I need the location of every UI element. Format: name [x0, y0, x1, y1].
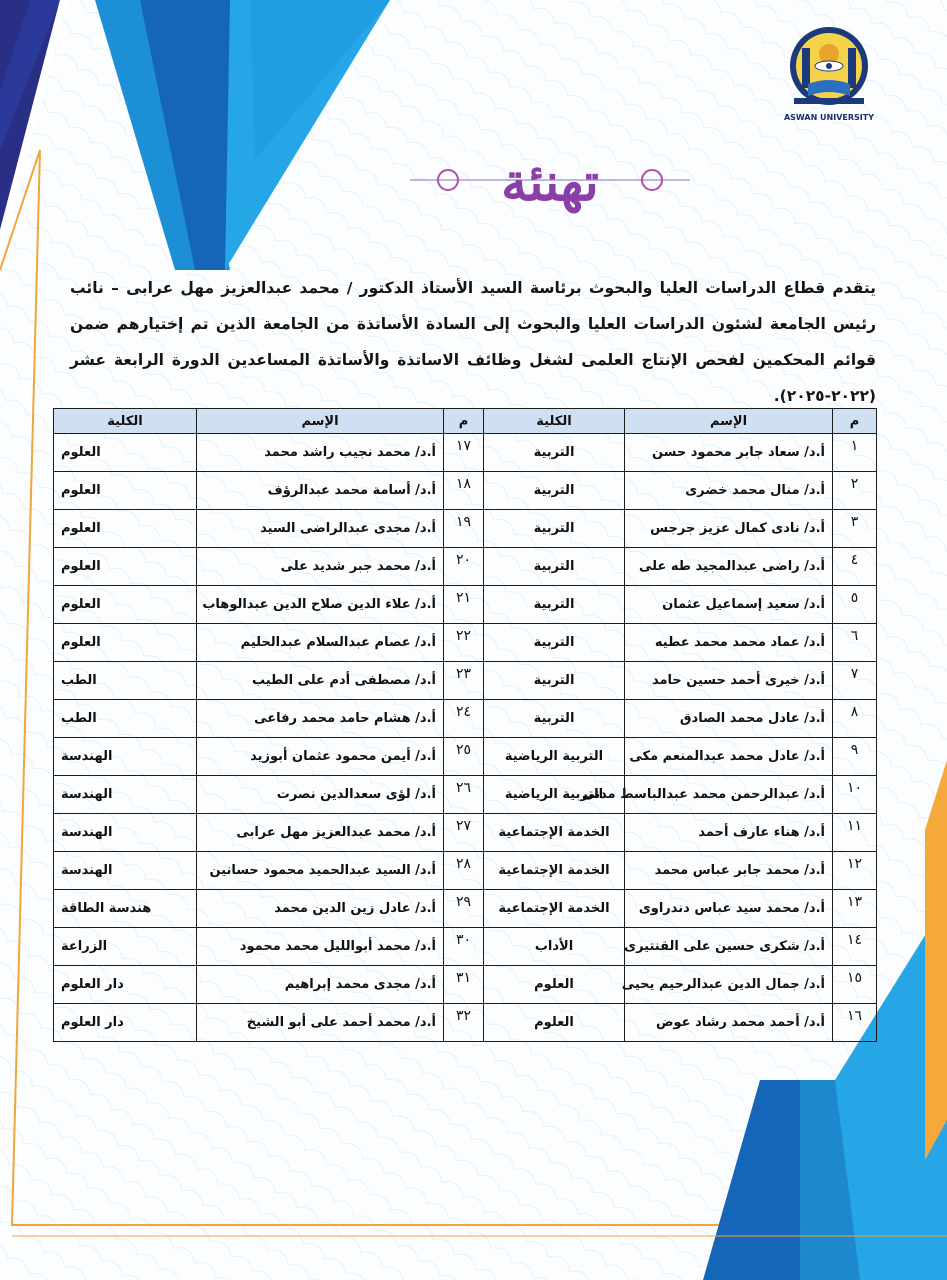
- reviewer-faculty: التربية: [484, 700, 625, 738]
- reviewer-name: أ.د/ سعيد إسماعيل عثمان: [625, 586, 833, 624]
- reviewer-faculty: الطب: [54, 700, 197, 738]
- table-row: [54, 852, 877, 890]
- reviewer-name: أ.د/ مجدى محمد إبراهيم: [197, 966, 444, 1004]
- title-calligraphy: [400, 128, 700, 228]
- table-row: [54, 472, 877, 510]
- reviewer-name: أ.د/ أيمن محمود عثمان أبوزيد: [197, 738, 444, 776]
- table-row: [54, 738, 877, 776]
- reviewer-name: أ.د/ عادل محمد الصادق: [625, 700, 833, 738]
- reviewer-name: أ.د/ أحمد محمد رشاد عوض: [625, 1004, 833, 1042]
- reviewer-name: أ.د/ عادل زين الدين محمد: [197, 890, 444, 928]
- table-row: [54, 776, 877, 814]
- reviewer-name: أ.د/ محمد جبر شديد على: [197, 548, 444, 586]
- reviewer-name: أ.د/ محمد جابر عباس محمد: [625, 852, 833, 890]
- row-number: ٢٤: [444, 700, 484, 738]
- row-number: ١٦: [833, 1004, 877, 1042]
- row-number: ٣٠: [444, 928, 484, 966]
- row-number: ٢٨: [444, 852, 484, 890]
- reviewer-faculty: الهندسة: [54, 814, 197, 852]
- reviewer-name: أ.د/ هشام حامد محمد رفاعى: [197, 700, 444, 738]
- row-number: ٩: [833, 738, 877, 776]
- row-number: ٤: [833, 548, 877, 586]
- table-row: [54, 510, 877, 548]
- row-number: ١٨: [444, 472, 484, 510]
- reviewer-faculty: الأداب: [484, 928, 625, 966]
- row-number: ١: [833, 434, 877, 472]
- row-number: ١٠: [833, 776, 877, 814]
- page-title: تهنئة: [501, 152, 599, 213]
- reviewer-faculty: العلوم: [54, 510, 197, 548]
- reviewer-faculty: دار العلوم: [54, 1004, 197, 1042]
- reviewer-name: أ.د/ عماد محمد محمد عطيه: [625, 624, 833, 662]
- table-row: [54, 1004, 877, 1042]
- header-name: الإسم: [625, 409, 833, 434]
- row-number: ١٧: [444, 434, 484, 472]
- row-number: ٦: [833, 624, 877, 662]
- reviewer-faculty: الخدمة الإجتماعية: [484, 852, 625, 890]
- table-row: [54, 434, 877, 472]
- reviewer-name: أ.د/ جمال الدين عبدالرحيم يحيى: [625, 966, 833, 1004]
- row-number: ٨: [833, 700, 877, 738]
- row-number: ٢٠: [444, 548, 484, 586]
- reviewer-name: أ.د/ مصطفى أدم على الطيب: [197, 662, 444, 700]
- row-number: ٢٧: [444, 814, 484, 852]
- reviewer-faculty: الزراعة: [54, 928, 197, 966]
- reviewer-name: أ.د/ عادل محمد عبدالمنعم مكى: [625, 738, 833, 776]
- reviewer-faculty: التربية: [484, 472, 625, 510]
- row-number: ١٤: [833, 928, 877, 966]
- reviewer-name: أ.د/ راضى عبدالمجيد طه على: [625, 548, 833, 586]
- row-number: ٣٢: [444, 1004, 484, 1042]
- table-row: [54, 814, 877, 852]
- reviewer-name: أ.د/ هناء عارف أحمد: [625, 814, 833, 852]
- row-number: ٢: [833, 472, 877, 510]
- table-row: [54, 890, 877, 928]
- reviewer-faculty: العلوم: [54, 586, 197, 624]
- reviewer-name: أ.د/ عصام عبدالسلام عبدالحليم: [197, 624, 444, 662]
- header-faculty: الكلية: [484, 409, 625, 434]
- header-faculty-2: الكلية: [54, 409, 197, 434]
- reviewer-faculty: العلوم: [54, 434, 197, 472]
- reviewer-name: أ.د/ أسامة محمد عبدالرؤف: [197, 472, 444, 510]
- table-row: [54, 966, 877, 1004]
- row-number: ٢٣: [444, 662, 484, 700]
- table-row: [54, 586, 877, 624]
- row-number: ١٥: [833, 966, 877, 1004]
- row-number: ١٣: [833, 890, 877, 928]
- logo-caption: ASWAN UNIVERSITY: [783, 113, 875, 122]
- reviewer-faculty: التربية: [484, 434, 625, 472]
- reviewer-faculty: العلوم: [484, 1004, 625, 1042]
- reviewer-faculty: الهندسة: [54, 776, 197, 814]
- reviewer-faculty: الهندسة: [54, 852, 197, 890]
- row-number: ١٢: [833, 852, 877, 890]
- reviewer-faculty: الهندسة: [54, 738, 197, 776]
- table-row: [54, 548, 877, 586]
- reviewer-faculty: هندسة الطاقة: [54, 890, 197, 928]
- reviewer-name: أ.د/ علاء الدين صلاح الدين عبدالوهاب: [197, 586, 444, 624]
- row-number: ٣١: [444, 966, 484, 1004]
- reviewer-faculty: العلوم: [54, 548, 197, 586]
- row-number: ٢٥: [444, 738, 484, 776]
- reviewer-faculty: التربية: [484, 586, 625, 624]
- reviewer-faculty: العلوم: [484, 966, 625, 1004]
- table-row: [54, 662, 877, 700]
- reviewer-name: أ.د/ خيرى أحمد حسين حامد: [625, 662, 833, 700]
- reviewer-faculty: التربية: [484, 548, 625, 586]
- reviewer-name: أ.د/ محمد عبدالعزيز مهل عرابى: [197, 814, 444, 852]
- row-number: ٣: [833, 510, 877, 548]
- reviewer-faculty: العلوم: [54, 472, 197, 510]
- row-number: ٢٦: [444, 776, 484, 814]
- reviewer-faculty: التربية: [484, 662, 625, 700]
- table-row: [54, 928, 877, 966]
- reviewer-name: أ.د/ لؤى سعدالدين نصرت: [197, 776, 444, 814]
- reviewer-name: أ.د/ محمد سيد عباس دندراوى: [625, 890, 833, 928]
- reviewer-faculty: الطب: [54, 662, 197, 700]
- university-logo: [788, 14, 870, 126]
- header-name-2: الإسم: [197, 409, 444, 434]
- reviewer-faculty: العلوم: [54, 624, 197, 662]
- table-header-row: [54, 409, 877, 434]
- row-number: ٢٩: [444, 890, 484, 928]
- reviewer-faculty: دار العلوم: [54, 966, 197, 1004]
- reviewer-name: أ.د/ مجدى عبدالراضى السيد: [197, 510, 444, 548]
- reviewer-name: أ.د/ عبدالرحمن محمد عبدالباسط مدنى: [625, 776, 833, 814]
- row-number: ٥: [833, 586, 877, 624]
- reviewer-faculty: التربية الرياضية: [484, 738, 625, 776]
- reviewer-name: أ.د/ محمد نجيب راشد محمد: [197, 434, 444, 472]
- reviewer-name: أ.د/ منال محمد خضرى: [625, 472, 833, 510]
- reviewer-faculty: التربية: [484, 624, 625, 662]
- reviewer-name: أ.د/ نادى كمال عزيز جرجس: [625, 510, 833, 548]
- reviewer-name: أ.د/ سعاد جابر محمود حسن: [625, 434, 833, 472]
- row-number: ٧: [833, 662, 877, 700]
- reviewers-table: [53, 408, 877, 1042]
- reviewer-name: أ.د/ محمد أبوالليل محمد محمود: [197, 928, 444, 966]
- header-number-2: م: [444, 409, 484, 434]
- reviewer-name: أ.د/ شكرى حسين على القنتيرى: [625, 928, 833, 966]
- reviewer-name: أ.د/ السيد عبدالحميد محمود حسانين: [197, 852, 444, 890]
- table-row: [54, 700, 877, 738]
- table-row: [54, 624, 877, 662]
- reviewer-name: أ.د/ محمد أحمد على أبو الشيخ: [197, 1004, 444, 1042]
- header-number: م: [833, 409, 877, 434]
- reviewer-faculty: التربية: [484, 510, 625, 548]
- reviewer-faculty: التربية الرياضية: [484, 776, 625, 814]
- reviewer-faculty: الخدمة الإجتماعية: [484, 890, 625, 928]
- intro-paragraph: يتقدم قطاع الدراسات العليا والبحوث برئاسة السيد الأستاذ الدكتور / محمد عبدالعزيز مهل عرابى – نائب رئيس الجامعة لشئون الدراسات العليا والبحوث إلى السادة الأساتذة من الجامعة الذين تم إختيارهم ضمن قوائم المحكمين لفحص الإنتاج العلمى لشغل وظائف الاساتذة والأساتذة المساعدين الدورة الرابعة عشر (٢٠٢٢-٢٠٢٥).: [70, 279, 876, 405]
- row-number: ١٩: [444, 510, 484, 548]
- row-number: ٢١: [444, 586, 484, 624]
- reviewer-faculty: الخدمة الإجتماعية: [484, 814, 625, 852]
- row-number: ٢٢: [444, 624, 484, 662]
- row-number: ١١: [833, 814, 877, 852]
